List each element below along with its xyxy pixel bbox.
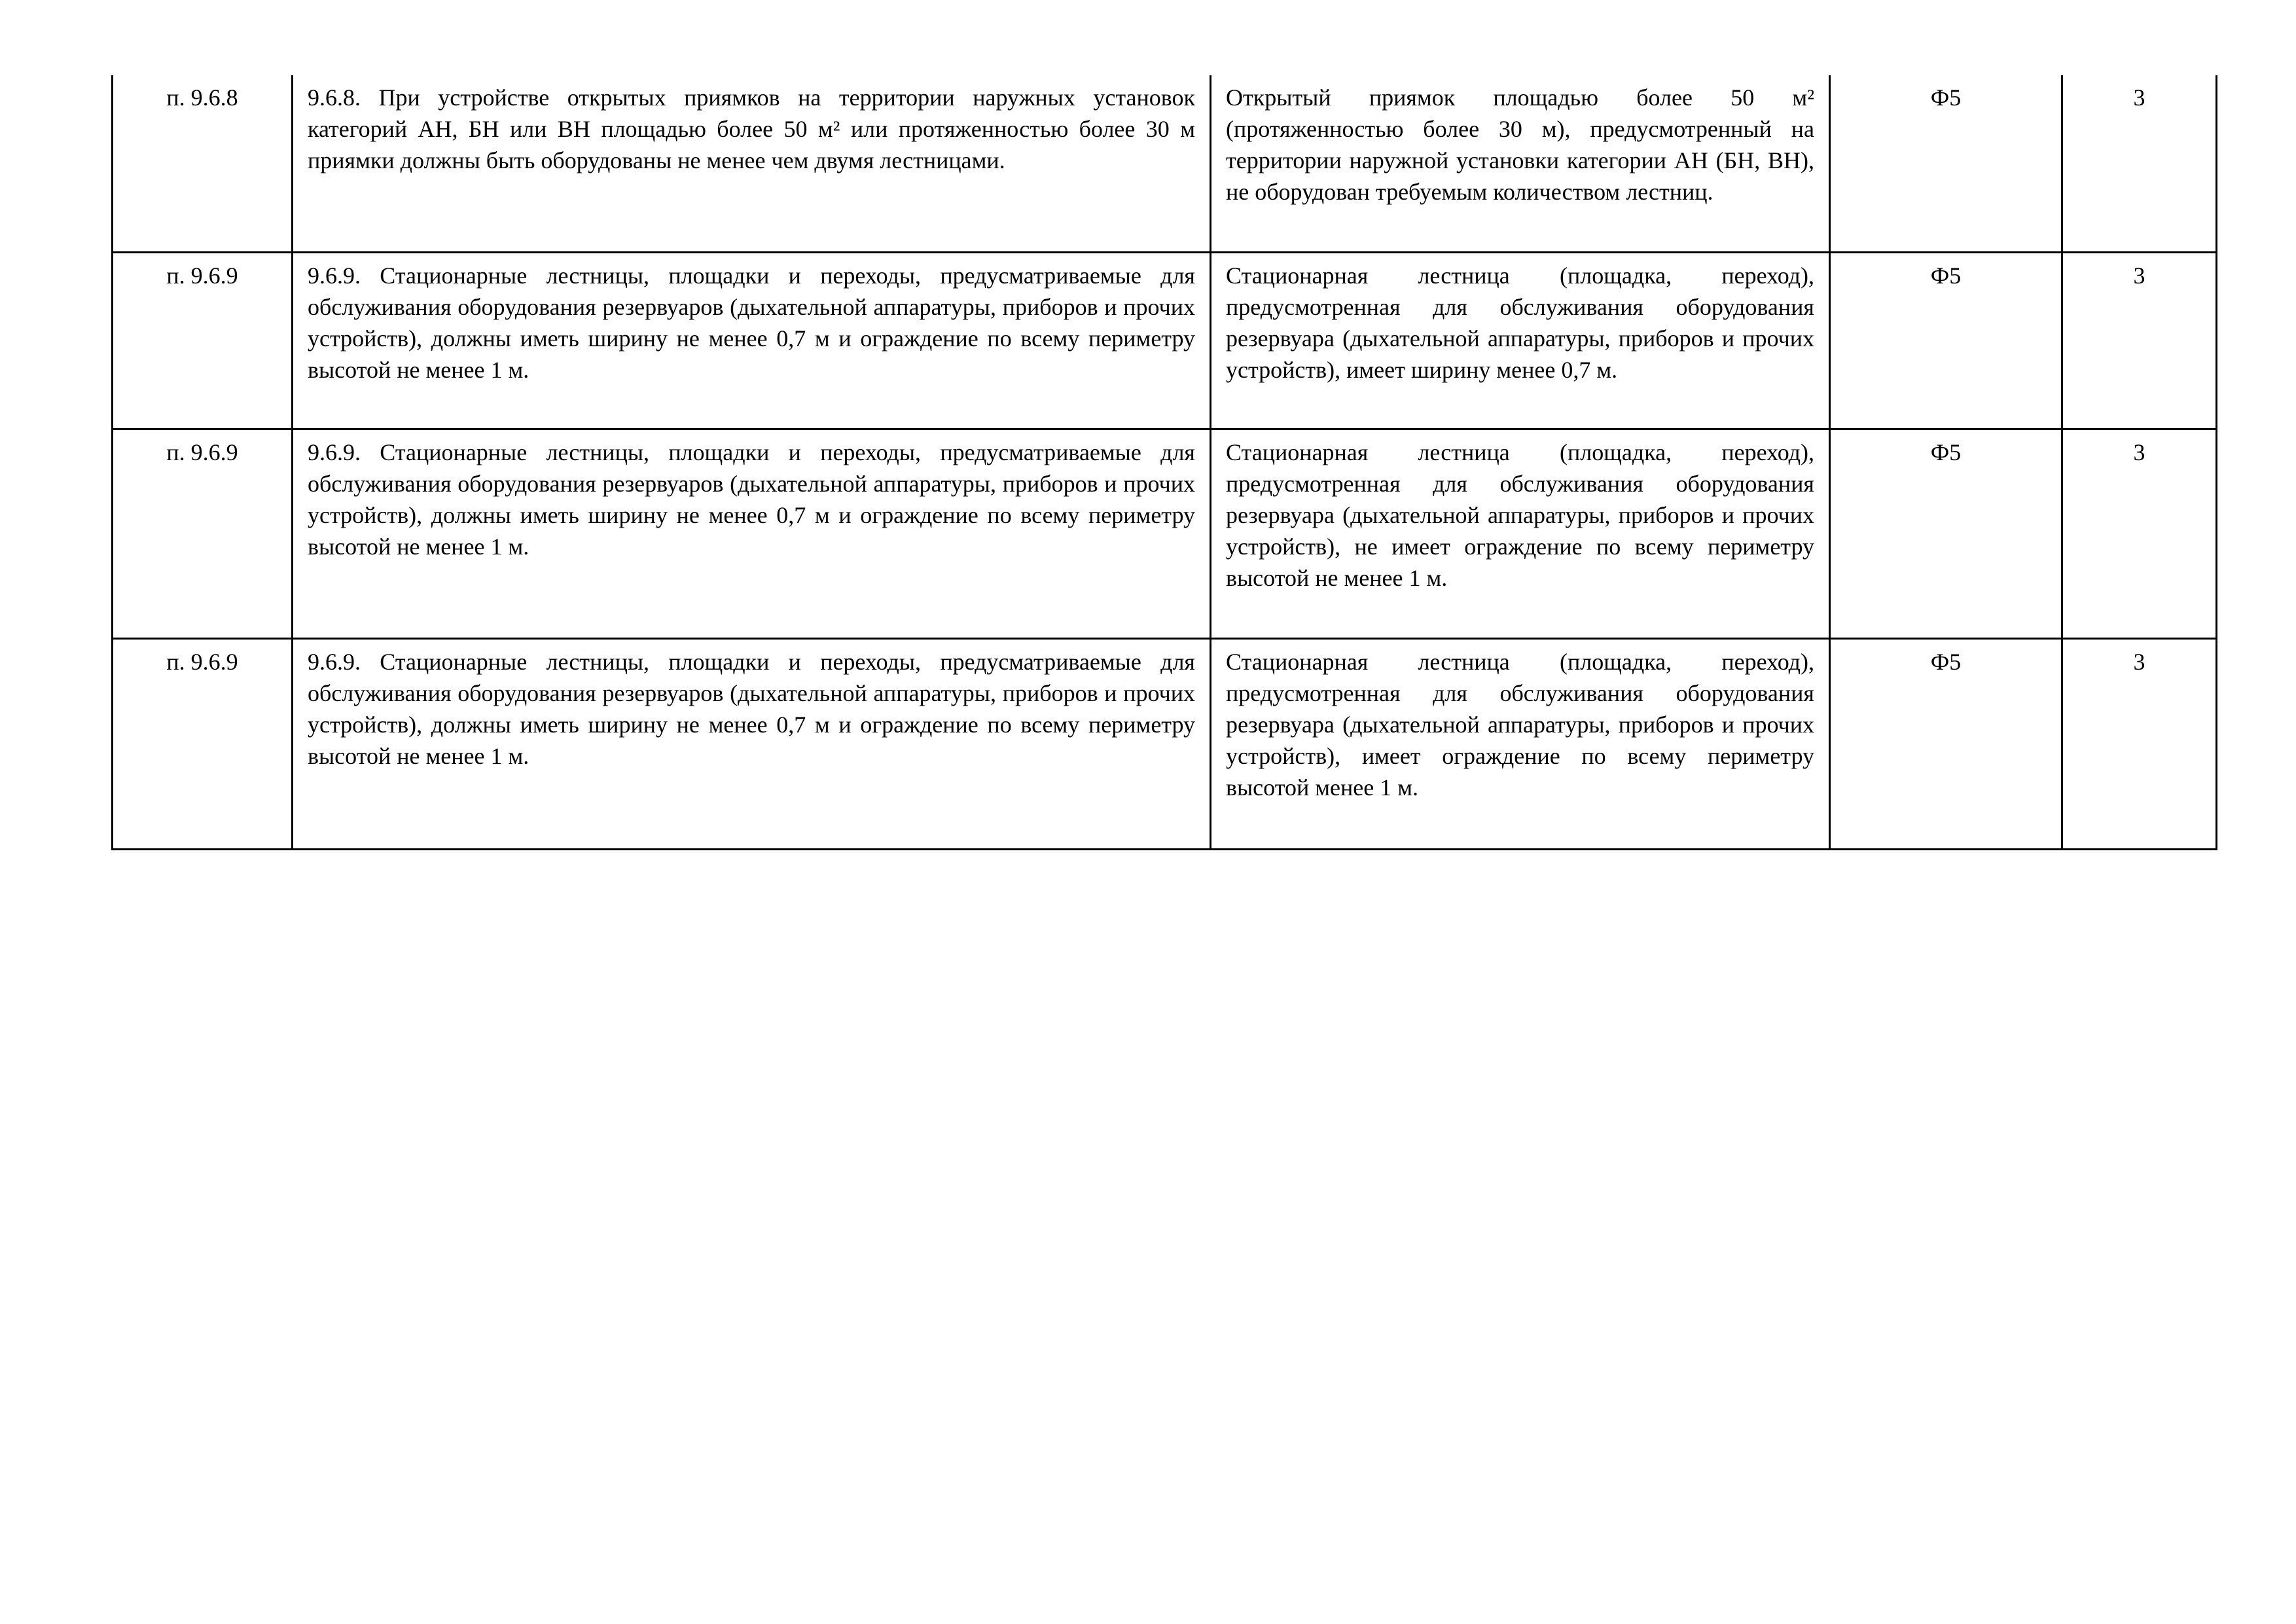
requirements-table — [111, 75, 2217, 850]
clause-ref-cell: п. 9.6.8 — [113, 75, 293, 252]
clause-ref-cell: п. 9.6.9 — [113, 429, 293, 638]
violation-text-cell: Стационарная лестница (площадка, переход), предусмотренная для обслуживания оборудования резервуара (дыхательной аппаратуры, приборов и прочих устройств), имеет ширину менее 0,7 м. — [1211, 252, 1830, 429]
table-row — [113, 429, 2217, 638]
violation-text-cell: Стационарная лестница (площадка, переход), предусмотренная для обслуживания оборудования резервуара (дыхательной аппаратуры, приборов и прочих устройств), имеет ограждение по всему периметру высотой менее 1 м. — [1211, 638, 1830, 849]
table-row — [113, 75, 2217, 252]
level-cell: 3 — [2062, 429, 2217, 638]
table-row — [113, 638, 2217, 849]
requirement-text-cell: 9.6.9. Стационарные лестницы, площадки и переходы, предусматриваемые для обслуживания оборудования резервуаров (дыхательной аппаратуры, приборов и прочих устройств), должны иметь ширину не менее 0,7 м и ограждение по всему периметру высотой не менее 1 м. — [293, 638, 1211, 849]
table-row — [113, 252, 2217, 429]
code-cell: Ф5 — [1830, 638, 2062, 849]
violation-text-cell: Открытый приямок площадью более 50 м² (протяженностью более 30 м), предусмотренный на территории наружной установки категории АН (БН, ВН), не оборудован требуемым количеством лестниц. — [1211, 75, 1830, 252]
code-cell: Ф5 — [1830, 75, 2062, 252]
requirement-text-cell: 9.6.8. При устройстве открытых приямков на территории наружных установок категорий АН, БН или ВН площадью более 50 м² или протяженностью более 30 м приямки должны быть оборудованы не менее чем двумя лестницами. — [293, 75, 1211, 252]
code-cell: Ф5 — [1830, 252, 2062, 429]
requirement-text-cell: 9.6.9. Стационарные лестницы, площадки и переходы, предусматриваемые для обслуживания оборудования резервуаров (дыхательной аппаратуры, приборов и прочих устройств), должны иметь ширину не менее 0,7 м и ограждение по всему периметру высотой не менее 1 м. — [293, 429, 1211, 638]
clause-ref-cell: п. 9.6.9 — [113, 638, 293, 849]
requirement-text-cell: 9.6.9. Стационарные лестницы, площадки и переходы, предусматриваемые для обслуживания оборудования резервуаров (дыхательной аппаратуры, приборов и прочих устройств), должны иметь ширину не менее 0,7 м и ограждение по всему периметру высотой не менее 1 м. — [293, 252, 1211, 429]
level-cell: 3 — [2062, 638, 2217, 849]
level-cell: 3 — [2062, 75, 2217, 252]
code-cell: Ф5 — [1830, 429, 2062, 638]
violation-text-cell: Стационарная лестница (площадка, переход), предусмотренная для обслуживания оборудования резервуара (дыхательной аппаратуры, приборов и прочих устройств), не имеет ограждение по всему периметру высотой не менее 1 м. — [1211, 429, 1830, 638]
clause-ref-cell: п. 9.6.9 — [113, 252, 293, 429]
level-cell: 3 — [2062, 252, 2217, 429]
